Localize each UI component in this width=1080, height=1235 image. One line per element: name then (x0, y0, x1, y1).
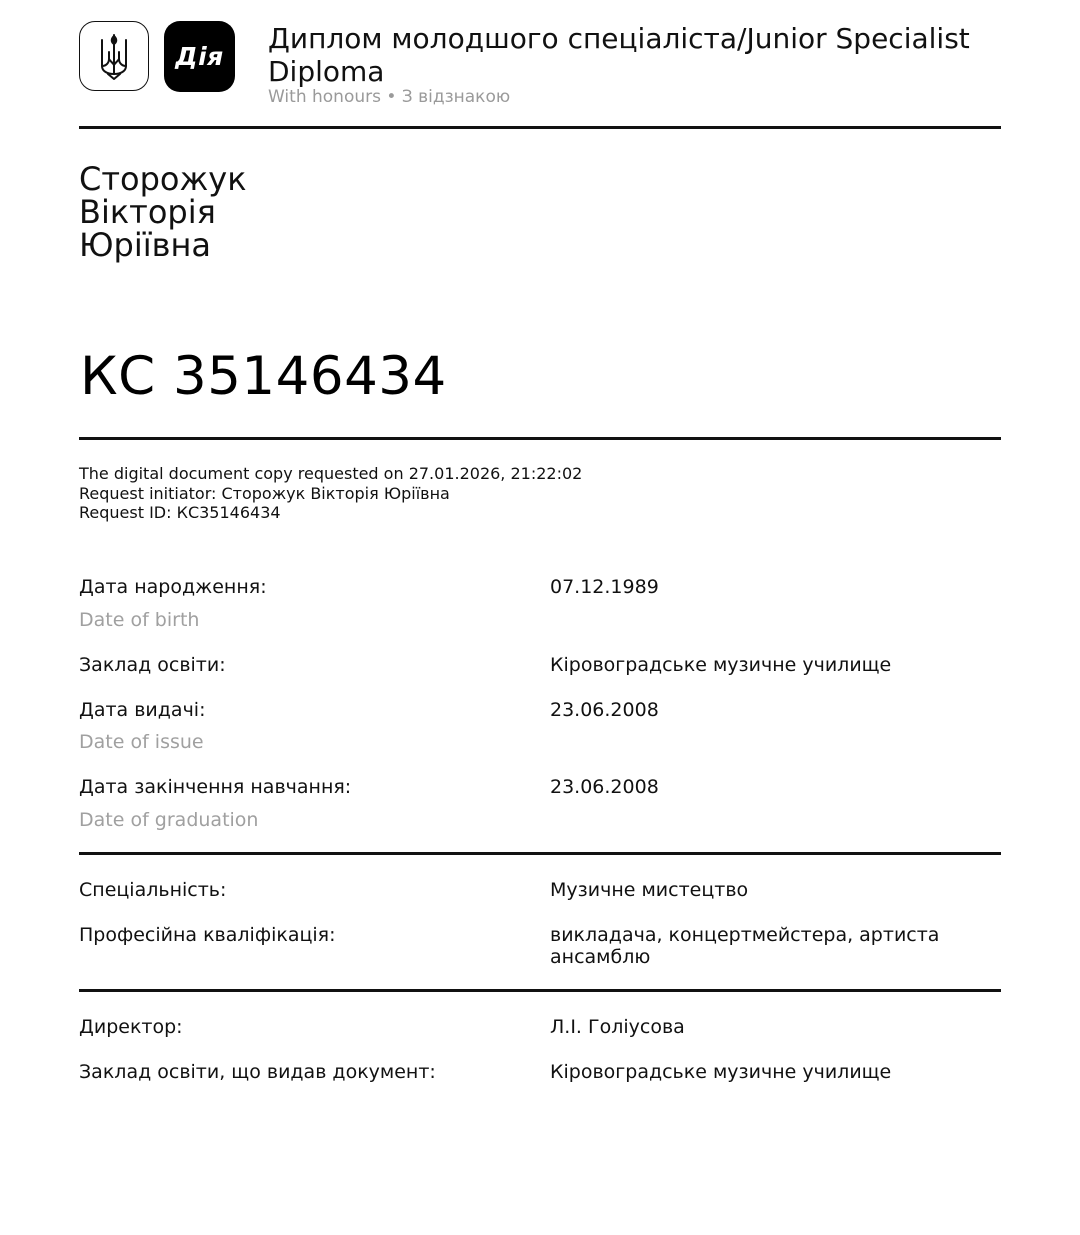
qualification-value: викладача, концертмейстера, артиста ансамблю (550, 924, 940, 968)
issuer-label: Заклад освіти, що видав документ: (79, 1061, 436, 1083)
holder-surname: Сторожук (79, 160, 247, 198)
holder-patronymic: Юріївна (79, 226, 212, 264)
qualification-label: Професійна кваліфікація: (79, 924, 336, 946)
coat-of-arms-logo (79, 21, 149, 91)
holder-name (79, 160, 247, 264)
diia-logo-text: Дія (175, 42, 224, 71)
divider (79, 852, 1001, 855)
graduation-date-value: 23.06.2008 (550, 776, 659, 798)
graduation-date-label: Дата закінчення навчання: (79, 776, 352, 798)
divider (79, 437, 1001, 440)
institution-label: Заклад освіти: (79, 654, 226, 676)
issue-date-label: Дата видачі: (79, 699, 206, 721)
diia-logo (164, 21, 235, 92)
issue-date-value: 23.06.2008 (550, 699, 659, 721)
issue-date-sublabel: Date of issue (79, 731, 204, 753)
birth-date-label: Дата народження: (79, 576, 267, 598)
birth-date-sublabel: Date of birth (79, 609, 200, 631)
document-subtitle: With honours • З відзнакою (268, 87, 511, 107)
graduation-date-sublabel: Date of graduation (79, 809, 259, 831)
divider (79, 989, 1001, 992)
request-id: Request ID: КС35146434 (79, 503, 281, 522)
tryzub-icon (97, 32, 131, 80)
request-info (79, 464, 582, 523)
holder-given-name: Вікторія (79, 193, 216, 231)
specialty-label: Спеціальність: (79, 879, 227, 901)
specialty-value: Музичне мистецтво (550, 879, 749, 901)
director-label: Директор: (79, 1016, 183, 1038)
birth-date-value: 07.12.1989 (550, 576, 659, 598)
document-title: Диплом молодшого спеціаліста/Junior Specialist Diploma (268, 22, 970, 88)
request-initiator: Request initiator: Сторожук Вікторія Юріївна (79, 483, 450, 503)
divider (79, 126, 1001, 129)
director-value: Л.І. Голіусова (550, 1016, 685, 1038)
issuer-value: Кіровоградське музичне училище (550, 1061, 892, 1083)
request-date: The digital document copy requested on 27.01.2026, 21:22:02 (79, 464, 583, 483)
institution-value: Кіровоградське музичне училище (550, 654, 892, 676)
document-number: КС 35146434 (80, 346, 447, 407)
